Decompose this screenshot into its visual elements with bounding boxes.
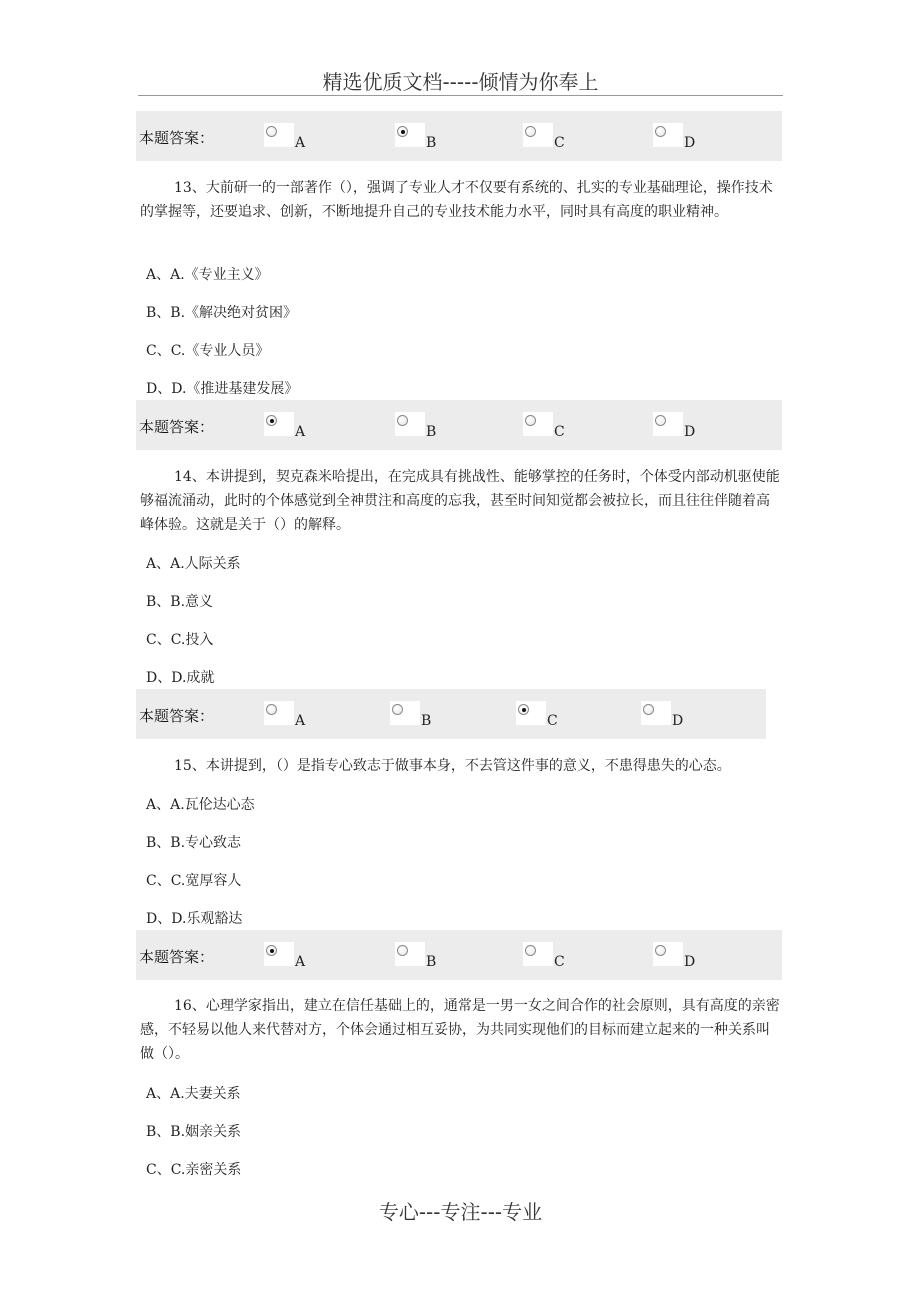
answer-label: 本题答案： [139, 418, 215, 436]
q15-option-b: B、B.专心致志 [146, 835, 242, 851]
radio-checked-icon[interactable] [266, 945, 277, 956]
page-header: 精选优质文档-----倾情为你奉上 [322, 70, 599, 94]
radio-icon[interactable] [266, 126, 277, 137]
radio-icon[interactable] [525, 415, 536, 426]
header-divider [138, 95, 783, 96]
q14-option-c: C、C.投入 [146, 632, 214, 648]
radio-icon[interactable] [525, 945, 536, 956]
radio-icon[interactable] [525, 126, 536, 137]
page-footer: 专心---专注---专业 [378, 1200, 543, 1224]
answer-bar-q15: 本题答案： A B C D [136, 930, 782, 980]
q16-option-b: B、B.姻亲关系 [146, 1124, 242, 1140]
answer-label: 本题答案： [139, 129, 215, 147]
q15-option-c: C、C.宽厚容人 [146, 873, 242, 889]
q14-option-d: D、D.成就 [146, 670, 215, 686]
answer-label: 本题答案： [139, 948, 215, 966]
q13-option-c: C、C.《专业人员》 [146, 343, 270, 359]
question-16-text: 16、心理学家指出，建立在信任基础上的，通常是一男一女之间合作的社会原则，具有高度的亲密感，不轻易以他人来代替对方，个体会通过相互妥协，为共同实现他们的目标而建立起来的一种关系叫做（）。 [140, 998, 780, 1062]
q14-option-a: A、A.人际关系 [146, 556, 241, 572]
radio-icon[interactable] [655, 126, 666, 137]
q13-option-b: B、B.《解决绝对贫困》 [146, 305, 298, 321]
radio-icon[interactable] [397, 945, 408, 956]
q13-option-a: A、A.《专业主义》 [146, 267, 269, 283]
radio-icon[interactable] [643, 704, 654, 715]
radio-icon[interactable] [397, 415, 408, 426]
question-13-text: 13、大前研一的一部著作（），强调了专业人才不仅要有系统的、扎实的专业基础理论，操作技术的掌握等，还要追求、创新，不断地提升自己的专业技术能力水平，同时具有高度的职业精神。 [140, 180, 773, 220]
q15-option-a: A、A.瓦伦达心态 [146, 797, 255, 813]
answer-bar-q13: 本题答案： A B C D [136, 400, 782, 450]
q16-option-c: C、C.亲密关系 [146, 1162, 242, 1178]
radio-checked-icon[interactable] [397, 126, 408, 137]
radio-icon[interactable] [392, 704, 403, 715]
radio-checked-icon[interactable] [266, 415, 277, 426]
question-15-text: 15、本讲提到，（）是指专心致志于做事本身，不去管这件事的意义，不患得患失的心态。 [174, 758, 731, 774]
q13-option-d: D、D.《推进基建发展》 [146, 381, 299, 397]
radio-icon[interactable] [266, 704, 277, 715]
answer-bar-q12: 本题答案： A B C D [136, 111, 782, 161]
radio-icon[interactable] [655, 415, 666, 426]
question-14-text: 14、本讲提到，契克森米哈提出，在完成具有挑战性、能够掌控的任务时，个体受内部动机驱使能够福流涌动，此时的个体感觉到全神贯注和高度的忘我，甚至时间知觉都会被拉长，而且往往伴随着高峰体验。这就是关于（）的解释。 [140, 469, 780, 533]
q14-option-b: B、B.意义 [146, 594, 214, 610]
radio-icon[interactable] [655, 945, 666, 956]
q16-option-a: A、A.夫妻关系 [146, 1086, 241, 1102]
answer-label: 本题答案： [139, 707, 215, 725]
q15-option-d: D、D.乐观豁达 [146, 911, 243, 927]
radio-checked-icon[interactable] [518, 704, 529, 715]
answer-bar-q14: 本题答案： A B C D [136, 689, 766, 739]
